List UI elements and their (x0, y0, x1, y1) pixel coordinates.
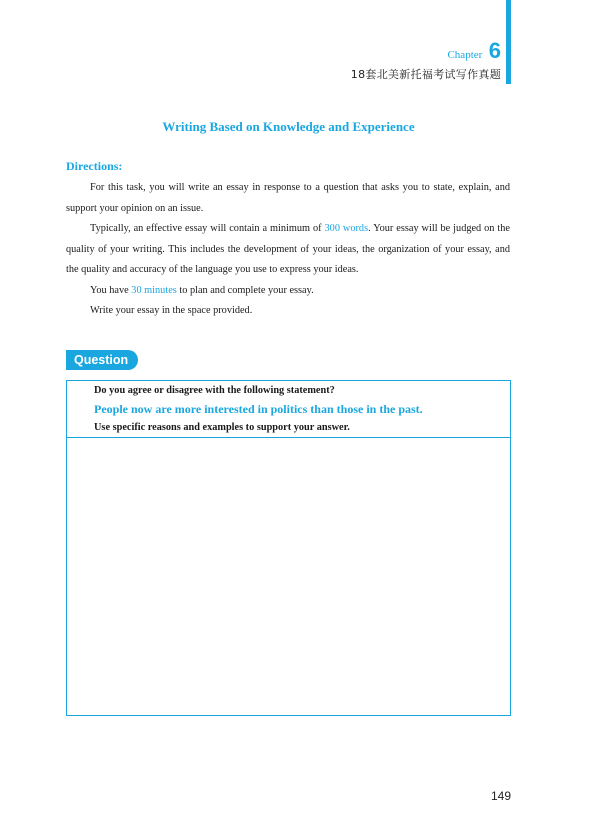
book-subtitle: 18套北美新托福考试写作真题 (350, 68, 501, 81)
directions-p3-text-end: to plan and complete your essay. (176, 284, 314, 296)
directions-body (66, 178, 510, 322)
time-limit-highlight: 30 minutes (131, 284, 177, 296)
directions-paragraph-1: For this task, you will write an essay in response to a question that asks you to state, explain, and support your opinion on an issue. (66, 182, 510, 214)
question-prompt (67, 381, 510, 438)
essay-answer-area[interactable] (67, 438, 510, 714)
directions-heading: Directions: (66, 159, 123, 173)
directions-paragraph-3 (66, 281, 510, 302)
question-box (66, 380, 511, 716)
directions-paragraph-4: Write your essay in the space provided. (90, 305, 253, 316)
chapter-label (447, 40, 501, 62)
directions-paragraph-2 (66, 219, 510, 281)
chapter-word: Chapter (447, 49, 483, 61)
chapter-side-bar (506, 0, 511, 84)
question-badge: Question (66, 350, 138, 370)
question-support-instruction: Use specific reasons and examples to support your answer. (94, 422, 350, 433)
question-statement: People now are more interested in politics than those in the past. (94, 402, 423, 416)
chapter-number: 6 (488, 38, 501, 63)
directions-p3-text: You have (90, 284, 132, 296)
directions-p2-text: Typically, an effective essay will contain a minimum of (90, 223, 325, 234)
question-instruction: Do you agree or disagree with the following statement? (94, 385, 335, 396)
page-title: Writing Based on Knowledge and Experience (162, 119, 415, 134)
directions-p2-text-end: . Your essay will be judged on the quality of your writing. This includes the development of your ideas, the organization of your essay, and the quality and accuracy of the language you use to express your ideas. (66, 223, 510, 275)
word-count-highlight: 300 words (324, 223, 369, 234)
page-number: 149 (490, 789, 511, 803)
